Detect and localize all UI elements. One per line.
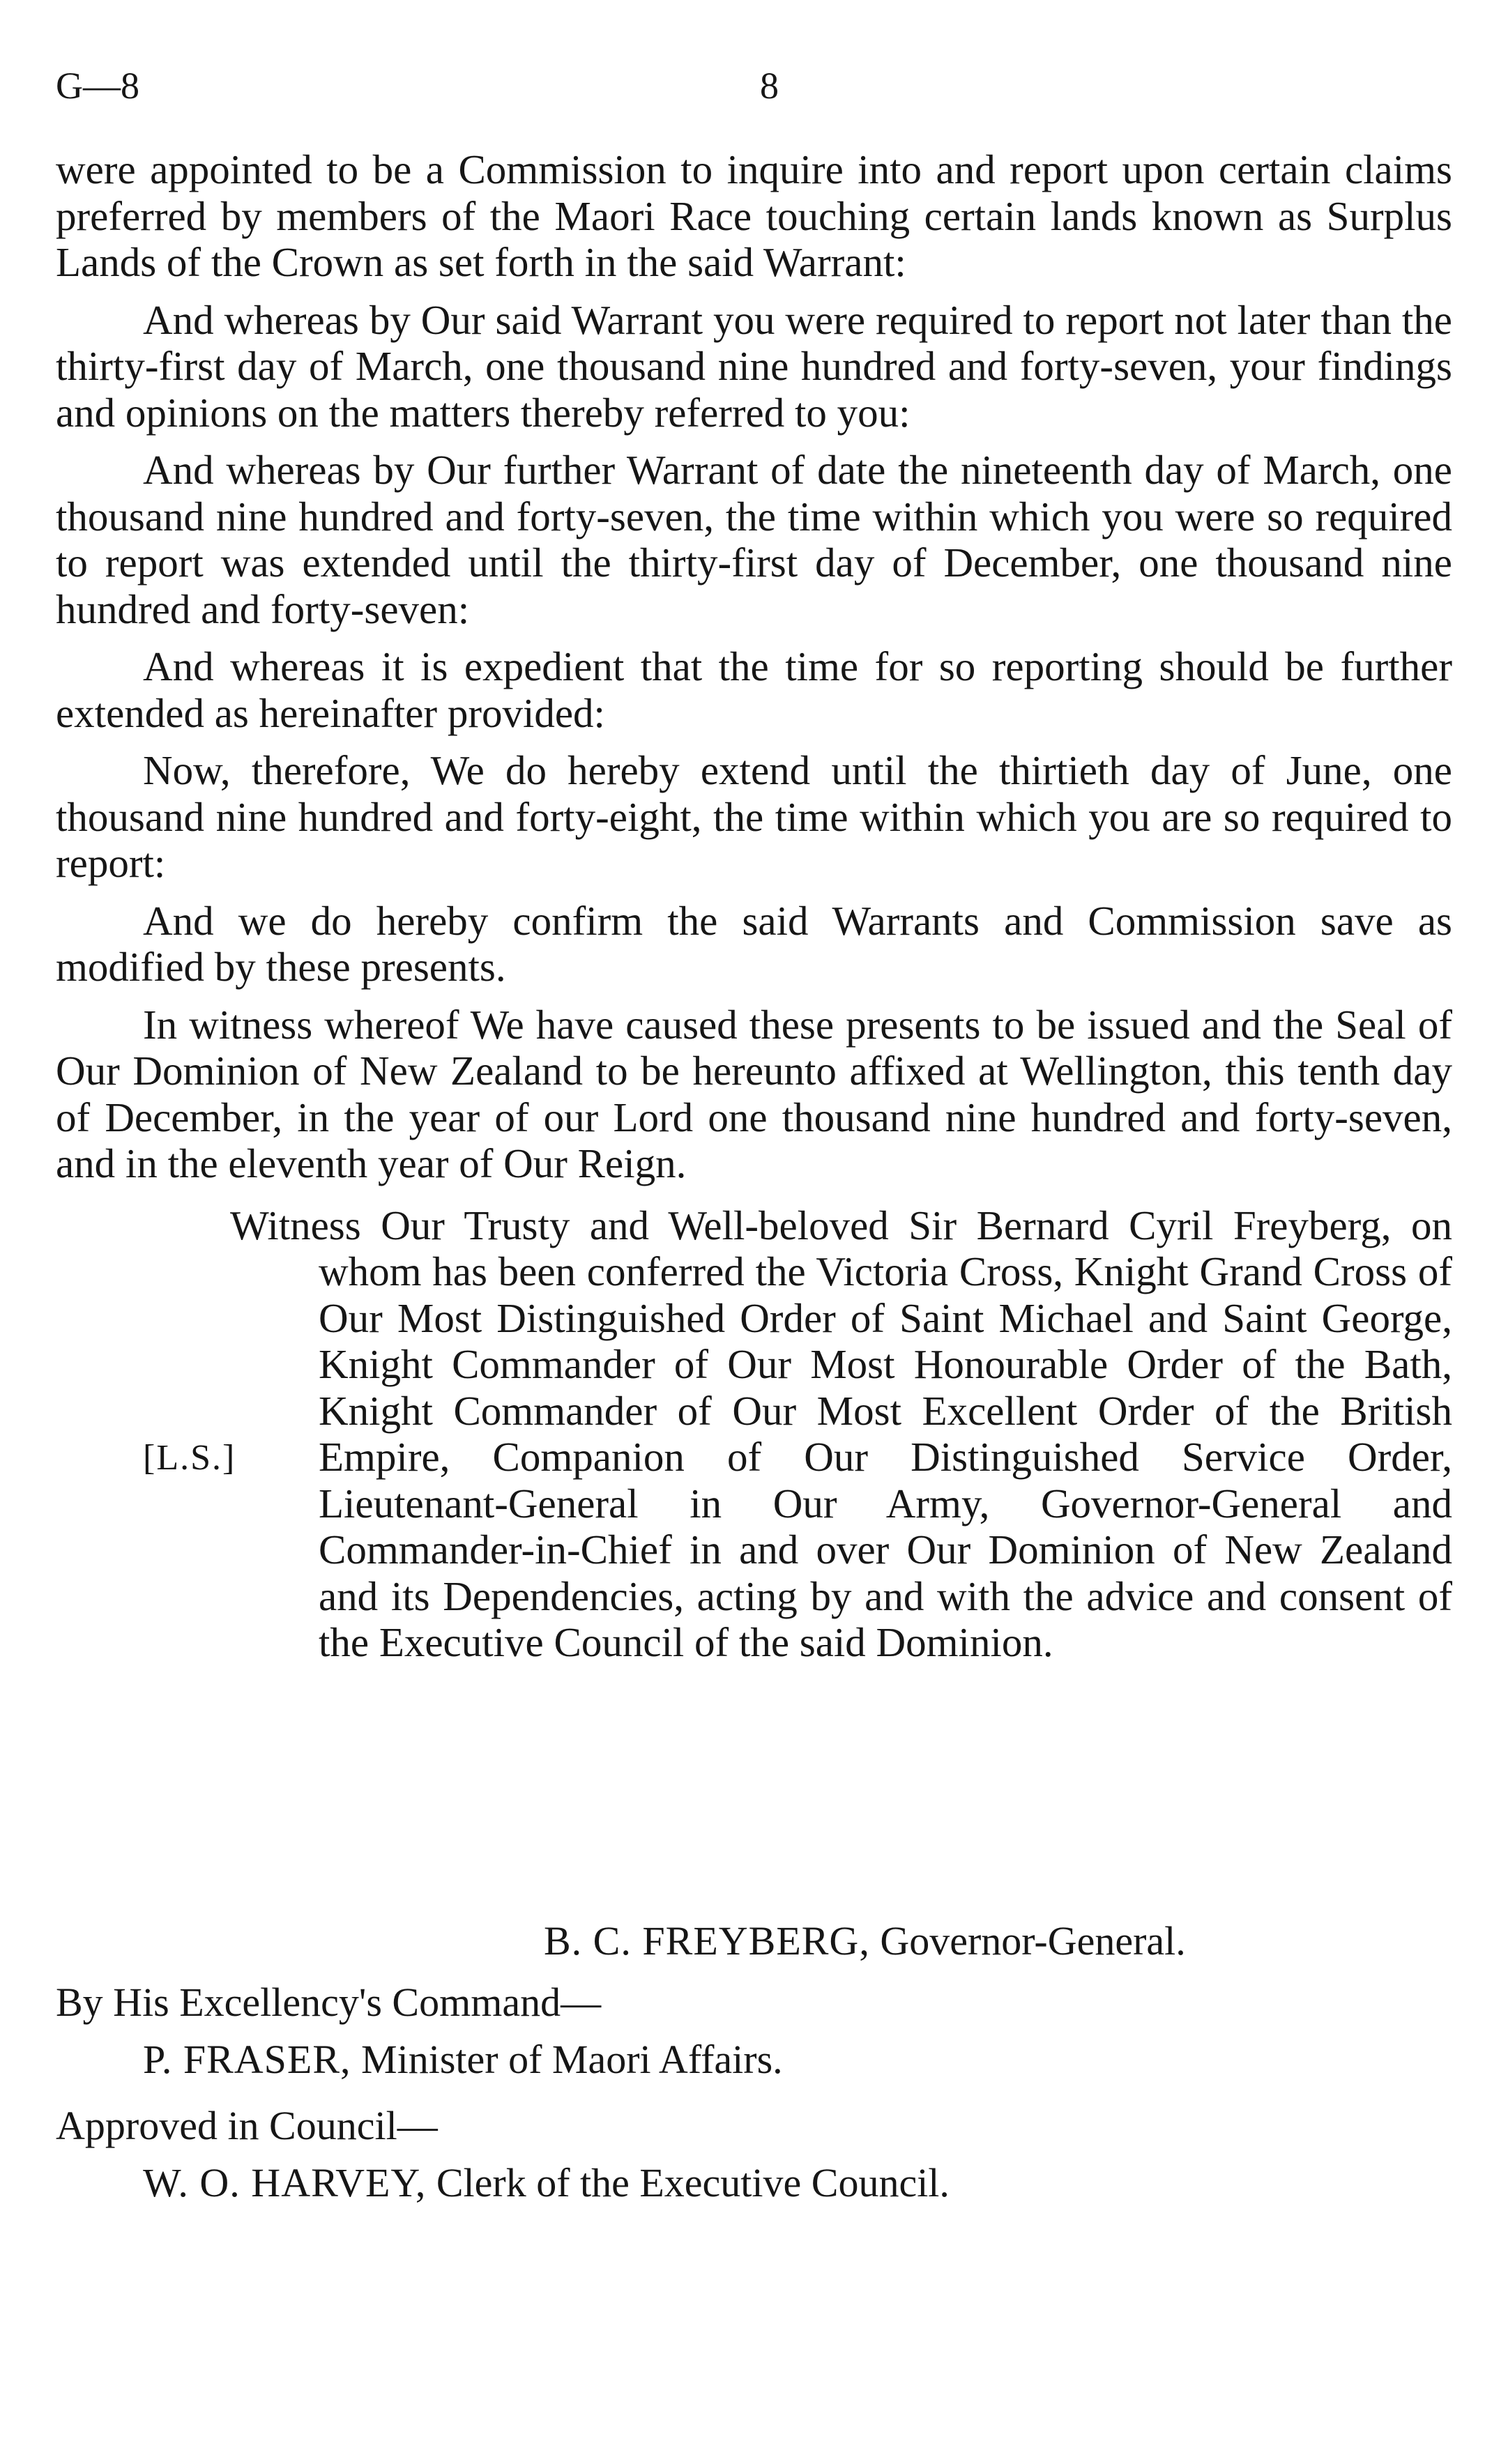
clerk-title: Clerk of the Executive Council.: [436, 2160, 950, 2205]
clerk-signature: [143, 2159, 950, 2207]
witness-clause: Witness Our Trusty and Well-beloved Sir Bernard Cyril Freyberg, on whom has been conferred the Victoria Cross, Knight Grand Cross of Our Most Distinguished Order of Saint Michael and Saint George, Knight Commander of Our Most Honourable Order of the Bath, Knight Commander of Our Most Excellent Order of the British Empire, Companion of Our Distinguished Service Order, Lieutenant-General in Our Army, Governor-General and Commander-in-Chief in and over Our Dominion of New Zealand and its Dependencies, acting by and with the advice and consent of the Executive Council of the said Dominion.: [230, 1202, 1452, 1665]
witness-block: [56, 1202, 1452, 1732]
page-number: 8: [760, 65, 779, 107]
governor-signature: [544, 1917, 1186, 1966]
seal-mark: [L.S.]: [143, 1437, 236, 1478]
body-text: [56, 146, 1452, 1732]
paragraph-in-witness: In witness whereof We have caused these presents to be issued and the Seal of Our Dominion of New Zealand to be hereunto affixed at Wellington, this tenth day of December, in the year of our Lord one thousand nine hundred and forty-seven, and in the eleventh year of Our Reign.: [56, 1001, 1452, 1186]
minister-name: P. FRASER,: [143, 2037, 351, 2082]
paragraph-first-warrant: And whereas by Our said Warrant you were required to report not later than the thirty-first day of March, one thousand nine hundred and forty-seven, your findings and opinions on the matters thereby referred to you:: [56, 296, 1452, 436]
governor-title: Governor-General.: [880, 1918, 1186, 1964]
command-label: By His Excellency's Command—: [56, 1980, 602, 2025]
minister-signature: [143, 2035, 783, 2084]
paragraph-continuation: were appointed to be a Commission to inquire into and report upon certain claims preferred by members of the Maori Race touching certain lands known as Surplus Lands of the Crown as set forth in the said Warrant:: [56, 146, 1452, 285]
document-reference: G—8: [56, 65, 139, 107]
paragraph-expedient: And whereas it is expedient that the time for so reporting should be further extended as hereinafter provided:: [56, 643, 1452, 736]
approval-label: Approved in Council—: [56, 2103, 438, 2148]
paragraph-extension: Now, therefore, We do hereby extend until the thirtieth day of June, one thousand nine hundred and forty-eight, the time within which you are so required to report:: [56, 747, 1452, 886]
page-header: [56, 61, 1452, 110]
paragraph-further-warrant: And whereas by Our further Warrant of date the nineteenth day of March, one thousand nine hundred and forty-seven, the time within which you were so required to report was extended until the thirty-first day of December, one thousand nine hundred and forty-seven:: [56, 447, 1452, 632]
clerk-name: W. O. HARVEY,: [143, 2160, 427, 2205]
minister-title: Minister of Maori Affairs.: [361, 2037, 783, 2082]
paragraph-confirmation: And we do hereby confirm the said Warrants and Commission save as modified by these presents.: [56, 897, 1452, 990]
governor-name: B. C. FREYBERG,: [544, 1918, 870, 1964]
